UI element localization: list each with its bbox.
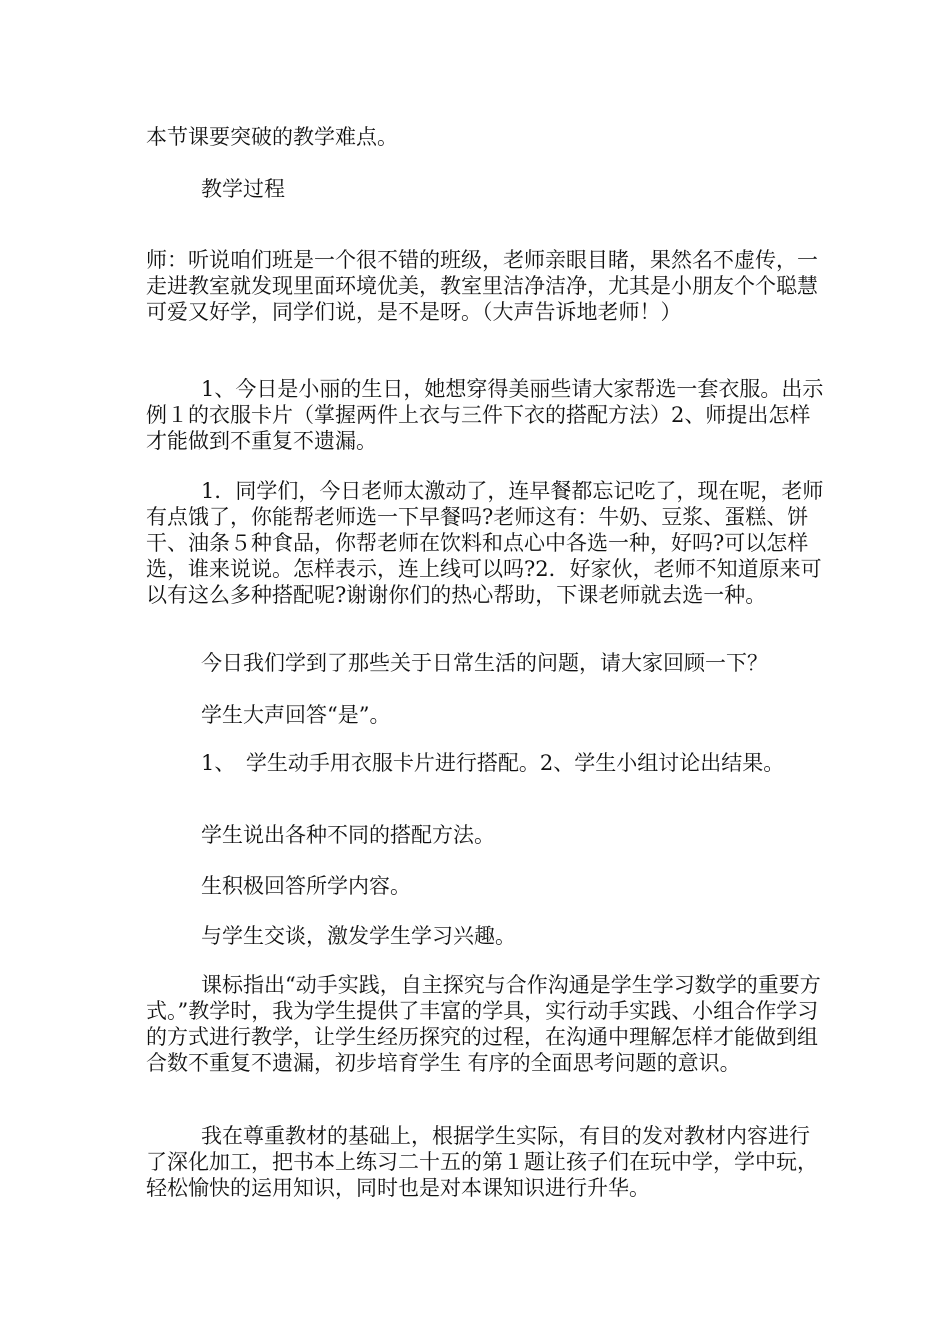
- matching-methods-line: 学生说出各种不同的搭配方法。: [201, 823, 495, 847]
- teacher-opening-paragraph: 师：听说咱们班是一个很不错的班级，老师亲眼目睹，果然名不虚传，一走进教室就发现里面环境优美，教室里洁净洁净，尤其是小朋友个个聪慧可爱又好学，同学们说，是不是呀。（大声告诉地老师！）: [146, 248, 818, 324]
- student-answer-line: 学生大声回答“是”。: [201, 703, 391, 727]
- interest-line: 与学生交谈，激发学生学习兴趣。: [201, 924, 516, 948]
- teaching-reflection-paragraph: 我在尊重教材的基础上，根据学生实际，有目的发对教材内容进行了深化加工，把书本上练习二十五的第１题让孩子们在玩中学，学中玩，轻松愉快的运用知识，同时也是对本课知识进行升华。: [146, 1124, 818, 1200]
- student-activity-line: 1、 学生动手用衣服卡片进行搭配。2、学生小组讨论出结果。: [201, 751, 785, 775]
- curriculum-standard-paragraph: 课标指出“动手实践，自主探究与合作沟通是学生学习数学的重要方式。”教学时，我为学生提供了丰富的学具，实行动手实践、小组合作学习的方式进行教学，让学生经历探究的过程，在沟通中理解怎样才能做到组合数不重复不遗漏，初步培育学生 有序的全面思考问题的意识。: [146, 973, 821, 1075]
- section-heading-teaching-process: 教学过程: [201, 177, 285, 201]
- birthday-clothes-paragraph: 1、今日是小丽的生日，她想穿得美丽些请大家帮选一套衣服。出示例１的衣服卡片（掌握两件上衣与三件下衣的搭配方法）2、师提出怎样才能做到不重复不遗漏。: [146, 377, 824, 453]
- review-line: 今日我们学到了那些关于日常生活的问题，请大家回顾一下？: [201, 651, 768, 675]
- breakfast-paragraph: 1．同学们，今日老师太激动了，连早餐都忘记吃了，现在呢，老师有点饿了，你能帮老师选一下早餐吗?老师这有：牛奶、豆浆、蛋糕、饼干、油条５种食品，你帮老师在饮料和点心中各选一种，好吗?可以怎样选，谁来说说。怎样表示，连上线可以吗?2．好家伙，老师不知道原来可以有这么多种搭配呢?谢谢你们的热心帮助，下课老师就去选一种。: [146, 479, 824, 607]
- intro-line: 本节课要突破的教学难点。: [146, 125, 398, 149]
- active-response-line: 生积极回答所学内容。: [201, 874, 411, 898]
